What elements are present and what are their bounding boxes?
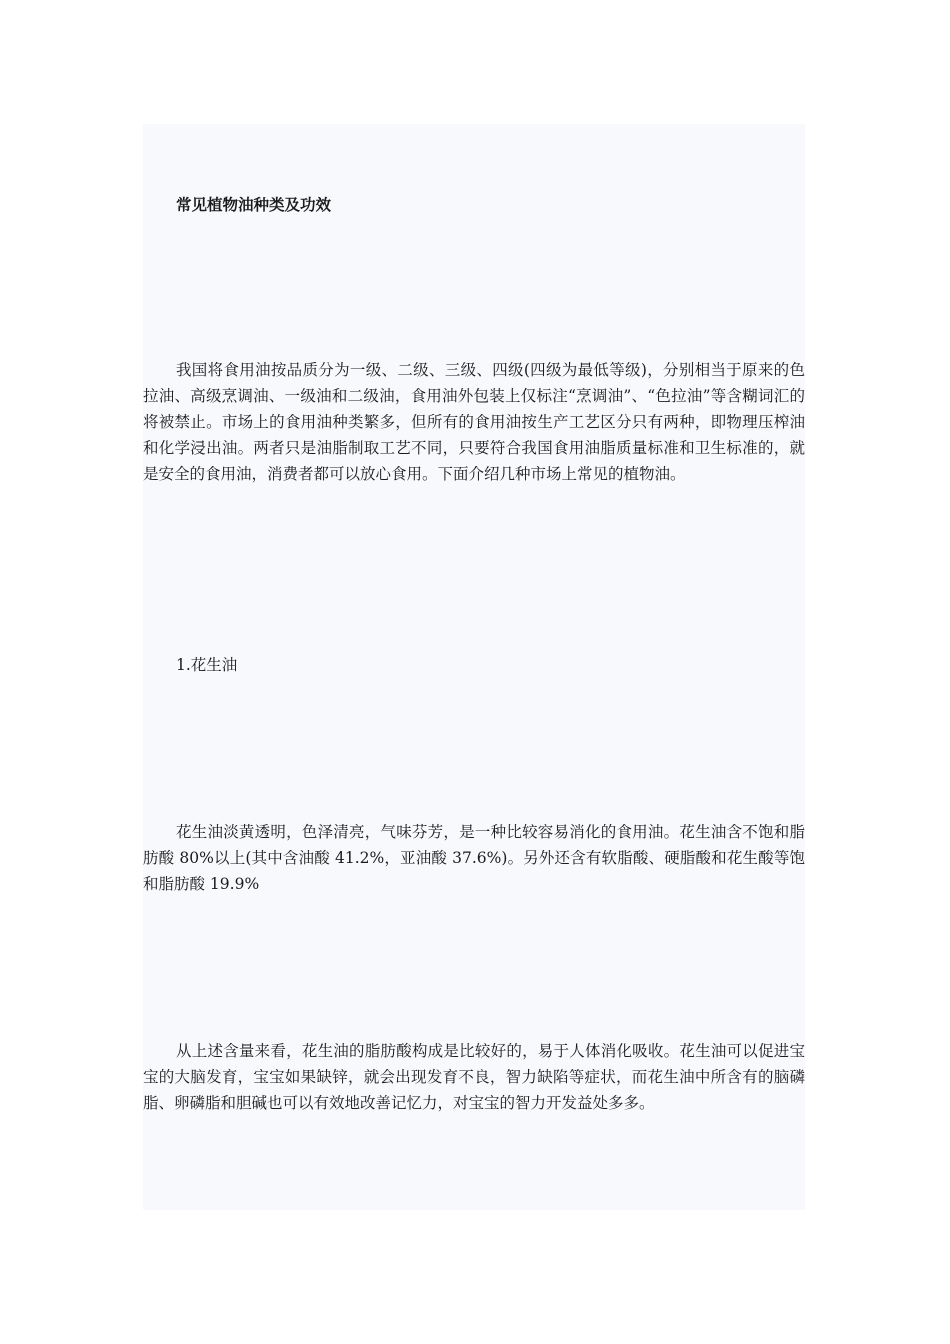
peanut-oil-paragraph-2: 从上述含量来看，花生油的脂肪酸构成是比较好的，易于人体消化吸收。花生油可以促进宝宝的大脑发育，宝宝如果缺锌，就会出现发育不良，智力缺陷等症状，而花生油中所含有的脑磷脂、卵磷脂和胆碱也可以有效地改善记忆力，对宝宝的智力开发益处多多。 [143,1042,805,1112]
peanut-oil-paragraph-1: 花生油淡黄透明，色泽清亮，气味芬芳，是一种比较容易消化的食用油。花生油含不饱和脂肪酸 80%以上(其中含油酸 41.2%，亚油酸 37.6%)。另外还含有软脂酸、硬脂酸和花生酸等饱和脂肪酸 19.9% [143,823,805,893]
section-title-peanut-oil: 1.花生油 [176,656,238,674]
document-title: 常见植物油种类及功效 [176,195,332,214]
intro-paragraph: 我国将食用油按品质分为一级、二级、三级、四级(四级为最低等级)，分别相当于原来的色拉油、高级烹调油、一级油和二级油，食用油外包装上仅标注“烹调油”、“色拉油”等含糊词汇的将被禁止。市场上的食用油种类繁多，但所有的食用油按生产工艺区分只有两种，即物理压榨油和化学浸出油。两者只是油脂制取工艺不同，只要符合我国食用油脂质量标准和卫生标准的，就是安全的食用油，消费者都可以放心食用。下面介绍几种市场上常见的植物油。 [143,361,805,483]
